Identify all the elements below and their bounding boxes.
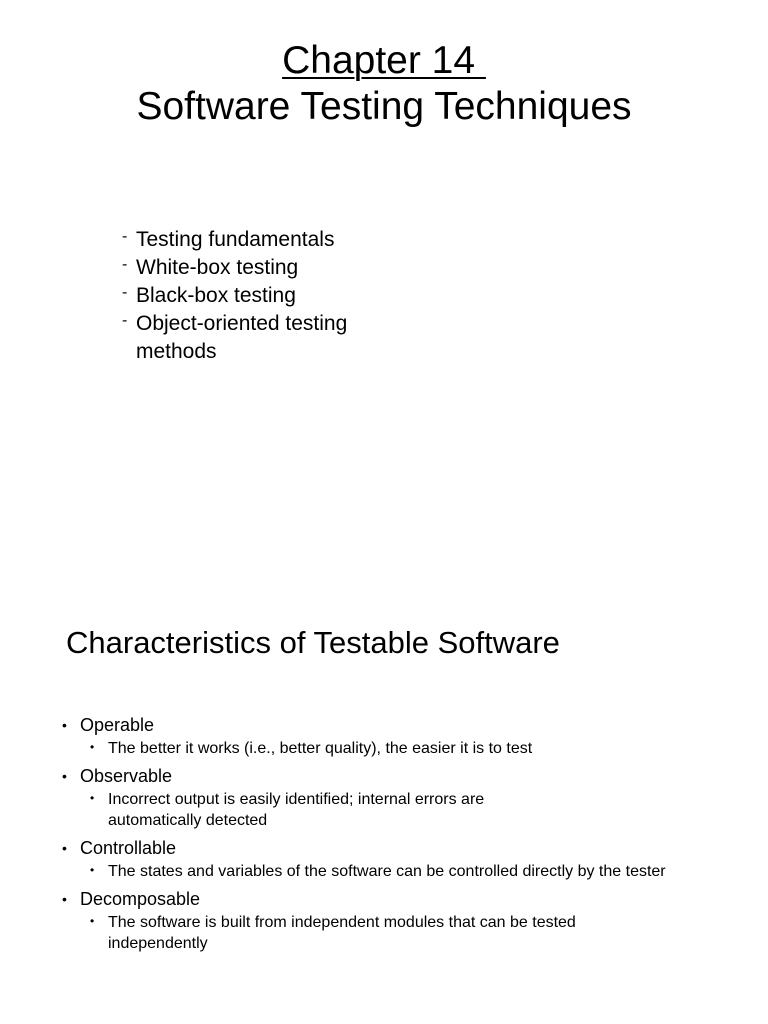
- bullet-icon: •: [90, 791, 95, 805]
- topic-item: [122, 282, 422, 310]
- section-title: Characteristics of Testable Software: [66, 625, 560, 660]
- characteristic-controllable: [62, 835, 722, 882]
- characteristic-label: Controllable: [80, 838, 177, 858]
- bullet-icon: •: [62, 840, 67, 856]
- characteristic-label: Operable: [80, 715, 155, 735]
- topic-item: [122, 254, 422, 282]
- characteristic-detail: Incorrect output is easily identified; internal errors are automatically detected: [108, 791, 485, 829]
- characteristic-decomposable: [62, 886, 722, 954]
- bullet-icon: •: [62, 891, 67, 907]
- topic-label: White-box testing: [136, 256, 299, 279]
- topic-item: [122, 310, 376, 366]
- characteristic-detail: The states and variables of the software can be controlled directly by the tester: [108, 863, 666, 880]
- dash-icon: -: [122, 284, 128, 301]
- characteristic-detail: The better it works (i.e., better quality), the easier it is to test: [108, 740, 533, 757]
- characteristic-detail: The software is built from independent modules that can be tested independently: [108, 914, 576, 952]
- bullet-icon: •: [62, 717, 67, 733]
- bullet-icon: •: [90, 740, 95, 754]
- chapter-title: [0, 38, 768, 130]
- topic-label: Object-oriented testing methods: [136, 312, 348, 363]
- dash-icon: -: [122, 228, 128, 245]
- topic-label: Black-box testing: [136, 284, 296, 307]
- chapter-number: Chapter 14: [282, 39, 486, 82]
- topic-label: Testing fundamentals: [136, 228, 335, 251]
- dash-icon: -: [122, 312, 128, 329]
- bullet-icon: •: [62, 768, 67, 784]
- characteristic-operable: [62, 712, 722, 759]
- dash-icon: -: [122, 256, 128, 273]
- characteristic-label: Decomposable: [80, 889, 201, 909]
- chapter-subject: Software Testing Techniques: [136, 85, 632, 128]
- characteristic-label: Observable: [80, 766, 173, 786]
- characteristics-list: [62, 712, 722, 958]
- bullet-icon: •: [90, 914, 95, 928]
- topic-item: [122, 226, 422, 254]
- bullet-icon: •: [90, 863, 95, 877]
- topic-list: [122, 226, 422, 366]
- slide-testable-characteristics: [0, 512, 768, 1024]
- characteristic-observable: [62, 763, 722, 831]
